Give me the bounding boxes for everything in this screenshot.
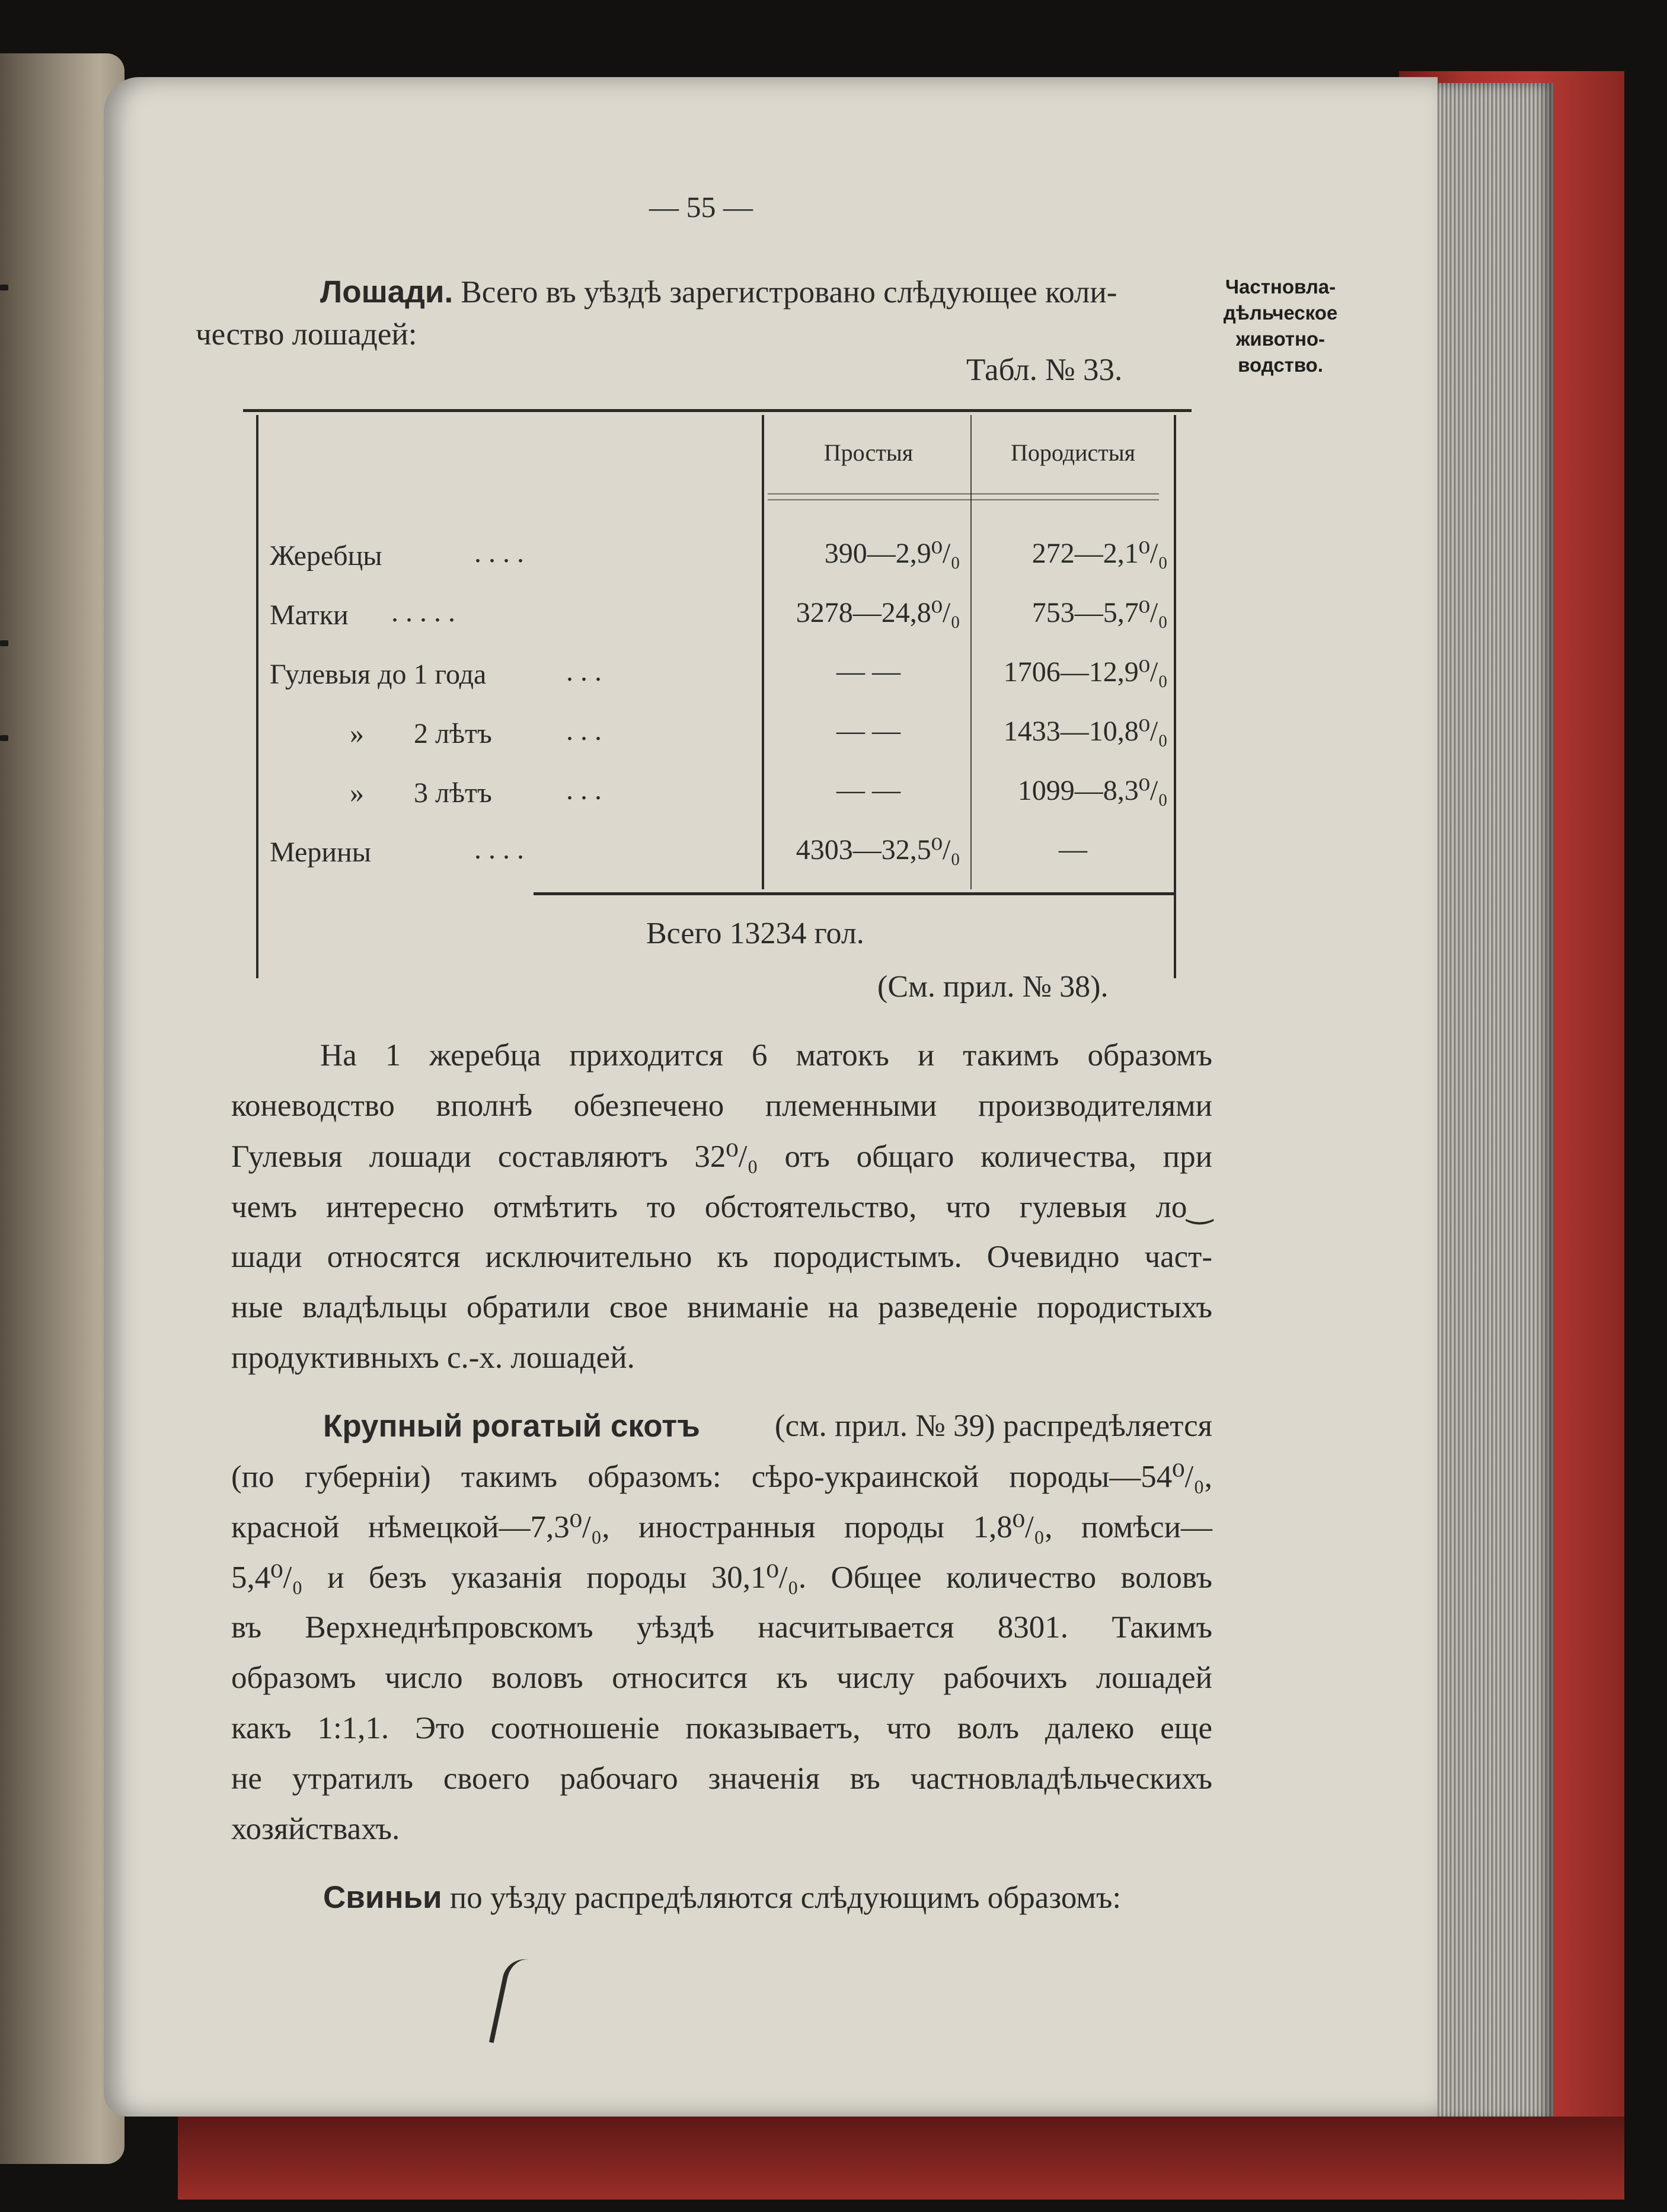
paragraph-line: въ Верхнеднѣпровскомъ уѣздѣ насчитывается 8301. Такимъ <box>231 1610 1212 1645</box>
row-dots: . . . <box>566 656 602 687</box>
paragraph-line: коневодство вполнѣ обезпечено племенными производителями <box>231 1089 1212 1123</box>
table-header-rule <box>768 493 1159 494</box>
paragraph-line: не утратилъ своего рабочаго значенія въ частновладѣльческихъ <box>231 1761 1212 1796</box>
row-label: Гулевыя до 1 года <box>270 659 487 690</box>
row-dots: . . . . . <box>391 596 455 628</box>
paragraph-line: шади относятся исключительно къ породистымъ. Очевидно част- <box>231 1240 1212 1274</box>
row-dots: . . . . <box>474 834 524 865</box>
page-mark <box>0 640 8 646</box>
table-column-divider <box>762 415 764 889</box>
row-label: Матки <box>270 599 349 631</box>
row-label: Жеребцы <box>270 540 382 572</box>
paragraph-line <box>323 1879 1121 1916</box>
margin-note-line: животно- <box>1235 328 1326 350</box>
paragraph-line: На 1 жеребца приходится 6 матокъ и такимъ образомъ <box>320 1038 1212 1073</box>
page-number: — 55 — <box>649 190 753 224</box>
margin-note-line: дѣльческое <box>1223 302 1338 324</box>
intro-line-1 <box>320 274 1117 310</box>
paragraph-line: чемъ интересно отмѣтить то обстоятельство, что гулевыя ло‿ <box>231 1190 1212 1224</box>
cell-breed: 1099—8,3⁰/₀ <box>1017 775 1168 806</box>
page-mark <box>0 285 8 291</box>
section-lead-pigs: Свиньи <box>323 1880 442 1915</box>
paragraph-text: по уѣзду распредѣляются слѣдующимъ образомъ: <box>449 1881 1122 1915</box>
margin-note <box>1209 274 1352 378</box>
cell-breed: 753—5,7⁰/₀ <box>1032 597 1168 628</box>
paragraph-line: Гулевыя лошади составляютъ 32⁰/₀ отъ общаго количества, при <box>231 1139 1212 1174</box>
table-right-border <box>1174 415 1176 978</box>
margin-note-line: Частновла- <box>1225 276 1336 298</box>
cell-simple: 4303—32,5⁰/₀ <box>796 834 960 866</box>
row-label: Мерины <box>270 837 371 868</box>
table-header-simple: Простыя <box>823 439 914 466</box>
cell-simple: 3278—24,8⁰/₀ <box>796 597 960 628</box>
intro-line-2: чество лошадей: <box>196 317 417 352</box>
paragraph-line: хозяйствахъ. <box>231 1812 400 1846</box>
table-bottom-rule <box>534 892 1174 895</box>
cell-simple: — — <box>836 715 900 746</box>
paragraph-line: 5,4⁰/₀ и безъ указанія породы 30,1⁰/₀. Общее количество воловъ <box>231 1560 1212 1595</box>
paragraph-line <box>323 1408 1212 1444</box>
cell-breed: — <box>1059 834 1087 865</box>
table-header-breed: Породистыя <box>1011 439 1135 466</box>
paragraph-text: (см. прил. № 39) распредѣляется <box>774 1409 1212 1443</box>
red-book-cover-bottom <box>178 2117 1624 2200</box>
intro-text: Всего въ уѣздѣ зарегистровано слѣдующее коли- <box>461 275 1117 309</box>
cell-simple: — — <box>836 774 900 806</box>
row-label: » 3 лѣтъ <box>350 777 492 809</box>
section-lead-horses: Лошади. <box>320 274 454 309</box>
row-dots: . . . . <box>474 537 524 569</box>
paragraph-line: красной нѣмецкой—7,3⁰/₀, иностранныя породы 1,8⁰/₀, помѣси— <box>231 1510 1212 1544</box>
page-mark <box>0 735 8 741</box>
cell-simple: — — <box>836 656 900 687</box>
row-dots: . . . <box>566 774 602 806</box>
table-total: Всего 13234 гол. <box>646 917 864 950</box>
section-lead-cattle: Крупный рогатый скотъ <box>323 1409 700 1444</box>
table-header-rule <box>768 499 1159 500</box>
paragraph-line: (по губерніи) такимъ образомъ: сѣро-украинской породы—54⁰/₀, <box>231 1460 1212 1494</box>
row-dots: . . . <box>566 715 602 746</box>
cell-breed: 1433—10,8⁰/₀ <box>1003 716 1168 747</box>
table-top-rule <box>243 409 1192 412</box>
paragraph-line: какъ 1:1,1. Это соотношеніе показываетъ, что волъ далеко еще <box>231 1711 1212 1745</box>
table-caption: Табл. № 33. <box>966 353 1123 387</box>
cell-breed: 1706—12,9⁰/₀ <box>1003 656 1168 688</box>
table-left-border <box>256 415 258 978</box>
table-column-divider <box>970 415 972 889</box>
cell-simple: 390—2,9⁰/₀ <box>824 538 960 569</box>
margin-note-line: водство. <box>1238 354 1323 376</box>
paragraph-line: ные владѣльцы обратили свое вниманіе на разведеніе породистыхъ <box>231 1290 1212 1324</box>
cell-breed: 272—2,1⁰/₀ <box>1032 538 1168 569</box>
paragraph-line: продуктивныхъ с.-х. лошадей. <box>231 1340 635 1375</box>
table-reference: (См. прил. № 38). <box>877 970 1109 1004</box>
paragraph-line: образомъ число воловъ относится къ числу рабочихъ лошадей <box>231 1661 1212 1695</box>
row-label: » 2 лѣтъ <box>350 718 492 749</box>
